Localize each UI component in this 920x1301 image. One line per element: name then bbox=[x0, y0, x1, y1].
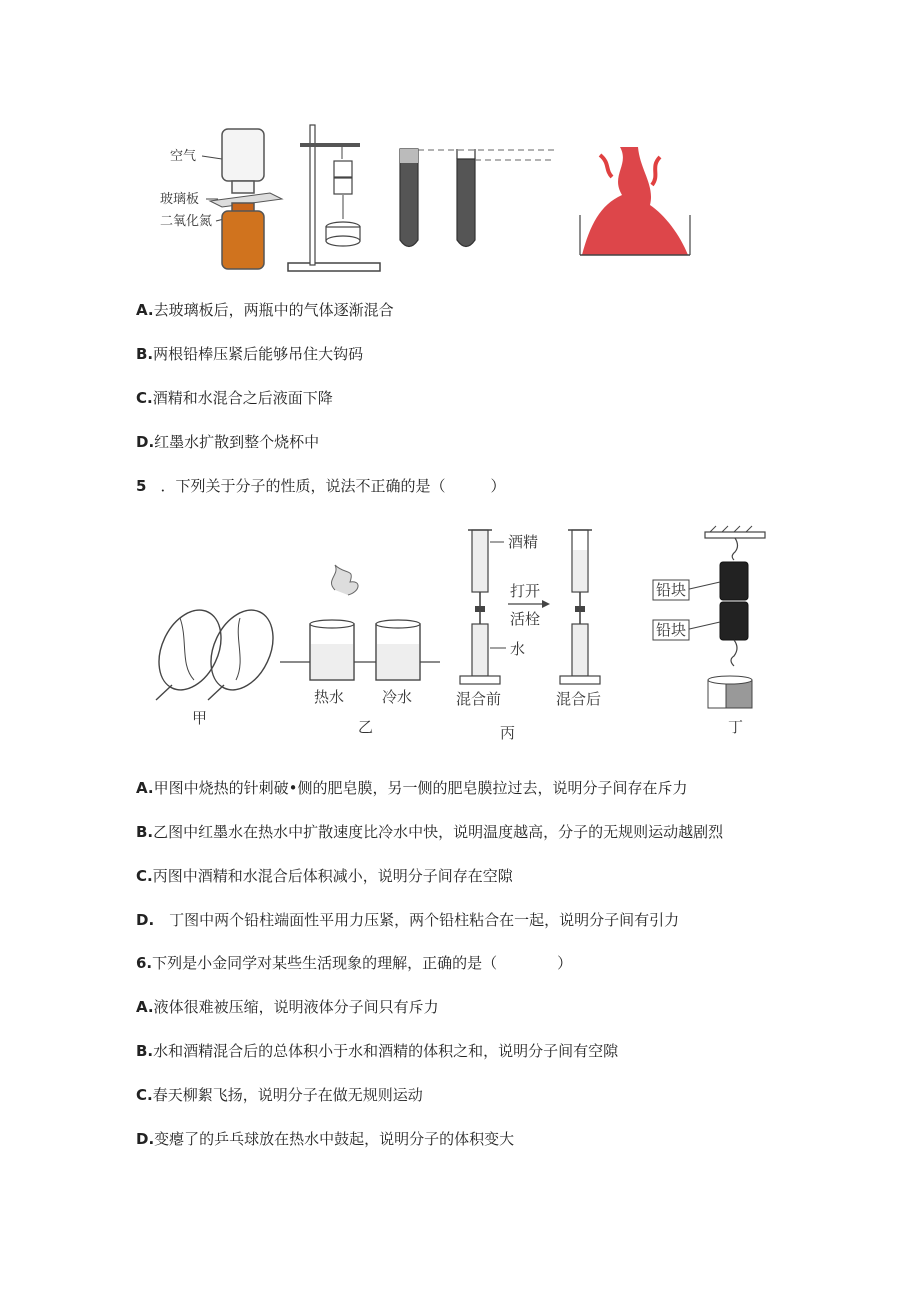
option-text: 春天柳絮飞扬，说明分子在做无规则运动 bbox=[152, 1086, 423, 1104]
label-water: 水 bbox=[510, 640, 526, 658]
label-after-mixing: 混合后 bbox=[556, 690, 602, 708]
question-number: 5 bbox=[136, 477, 147, 495]
q6-option-b bbox=[136, 1041, 618, 1061]
option-text: 两根铅棒压紧后能够吊住大钩码 bbox=[153, 345, 364, 363]
q5-option-b bbox=[136, 822, 723, 842]
test-tube-after bbox=[457, 149, 475, 247]
option-letter: C. bbox=[136, 389, 153, 407]
option-letter: B. bbox=[136, 1042, 154, 1060]
option-text: 液体很难被压缩，说明液体分子间只有斥力 bbox=[153, 998, 439, 1016]
option-letter: D. bbox=[136, 433, 155, 451]
test-tube-before bbox=[400, 149, 418, 247]
figure-yi bbox=[280, 565, 440, 736]
label-air: 空气 bbox=[170, 149, 197, 164]
label-nitrogen-dioxide: 二氧化氮 bbox=[160, 214, 213, 229]
option-letter: C. bbox=[136, 1086, 153, 1104]
figure-ding bbox=[653, 526, 765, 736]
q6-option-d bbox=[136, 1129, 514, 1149]
option-text: 酒精和水混合之后液面下降 bbox=[152, 389, 333, 407]
question-5 bbox=[136, 476, 505, 496]
option-text: 丙图中酒精和水混合后体积减小，说明分子间存在空隙 bbox=[152, 867, 513, 885]
figure-1 bbox=[160, 115, 700, 280]
figure-2 bbox=[150, 520, 770, 750]
label-jia: 甲 bbox=[192, 709, 208, 727]
question-stem: ．下列关于分子的性质，说法不正确的是（ ） bbox=[160, 477, 506, 495]
air-bottle bbox=[222, 129, 264, 193]
beaker-red-ink bbox=[580, 147, 690, 257]
option-letter: B. bbox=[136, 823, 154, 841]
option-text: 红墨水扩散到整个烧杯中 bbox=[154, 433, 320, 451]
label-yi: 乙 bbox=[358, 718, 374, 736]
label-bing: 丙 bbox=[500, 724, 516, 742]
option-text: 水和酒精混合后的总体积小于水和酒精的体积之和，说明分子间有空隙 bbox=[153, 1042, 619, 1060]
lead-cylinder-stand bbox=[288, 125, 380, 271]
label-alcohol: 酒精 bbox=[508, 533, 539, 551]
label-hot-water: 热水 bbox=[314, 688, 345, 706]
option-letter: D. bbox=[136, 1130, 155, 1148]
label-glass-plate: 玻璃板 bbox=[160, 192, 200, 207]
label-open-valve-1: 打开 bbox=[510, 582, 541, 600]
option-letter: A. bbox=[136, 998, 154, 1016]
option-letter: B. bbox=[136, 345, 154, 363]
question-6 bbox=[136, 953, 572, 973]
q5-option-c bbox=[136, 866, 513, 886]
option-text: 变瘪了的乒乓球放在热水中鼓起，说明分子的体积变大 bbox=[154, 1130, 515, 1148]
label-lead-block-1: 铅块 bbox=[656, 581, 687, 599]
label-ding: 丁 bbox=[728, 718, 744, 736]
nitrogen-dioxide-bottle bbox=[222, 203, 264, 269]
option-text: 甲图中烧热的针刺破•侧的肥皂膜，另一侧的肥皂膜拉过去，说明分子间存在斥力 bbox=[153, 779, 688, 797]
q4-option-d bbox=[136, 432, 319, 452]
option-text: 乙图中红墨水在热水中扩散速度比冷水中快，说明温度越高，分子的无规则运动越剧烈 bbox=[153, 823, 724, 841]
q6-option-a bbox=[136, 997, 439, 1017]
option-text: 丁图中两个铅柱端面性平用力压紧，两个铅柱粘合在一起，说明分子间有引力 bbox=[154, 911, 680, 929]
q5-option-d bbox=[136, 910, 679, 930]
figure-bing bbox=[456, 530, 601, 742]
figure-jia bbox=[150, 600, 285, 727]
q5-option-a bbox=[136, 778, 687, 798]
option-letter: A. bbox=[136, 779, 154, 797]
option-letter: A. bbox=[136, 301, 154, 319]
q4-option-b bbox=[136, 344, 363, 364]
q6-option-c bbox=[136, 1085, 423, 1105]
label-cold-water: 冷水 bbox=[382, 688, 413, 706]
question-number: 6. bbox=[136, 954, 153, 972]
label-open-valve-2: 活栓 bbox=[510, 610, 541, 628]
q4-option-c bbox=[136, 388, 333, 408]
label-before-mixing: 混合前 bbox=[456, 690, 502, 708]
q4-option-a bbox=[136, 300, 394, 320]
option-letter: D. bbox=[136, 911, 155, 929]
option-text: 去玻璃板后，两瓶中的气体逐渐混合 bbox=[153, 301, 394, 319]
option-letter: C. bbox=[136, 867, 153, 885]
label-lead-block-2: 铅块 bbox=[656, 621, 687, 639]
question-stem: 下列是小金同学对某些生活现象的理解，正确的是（ ） bbox=[152, 954, 573, 972]
